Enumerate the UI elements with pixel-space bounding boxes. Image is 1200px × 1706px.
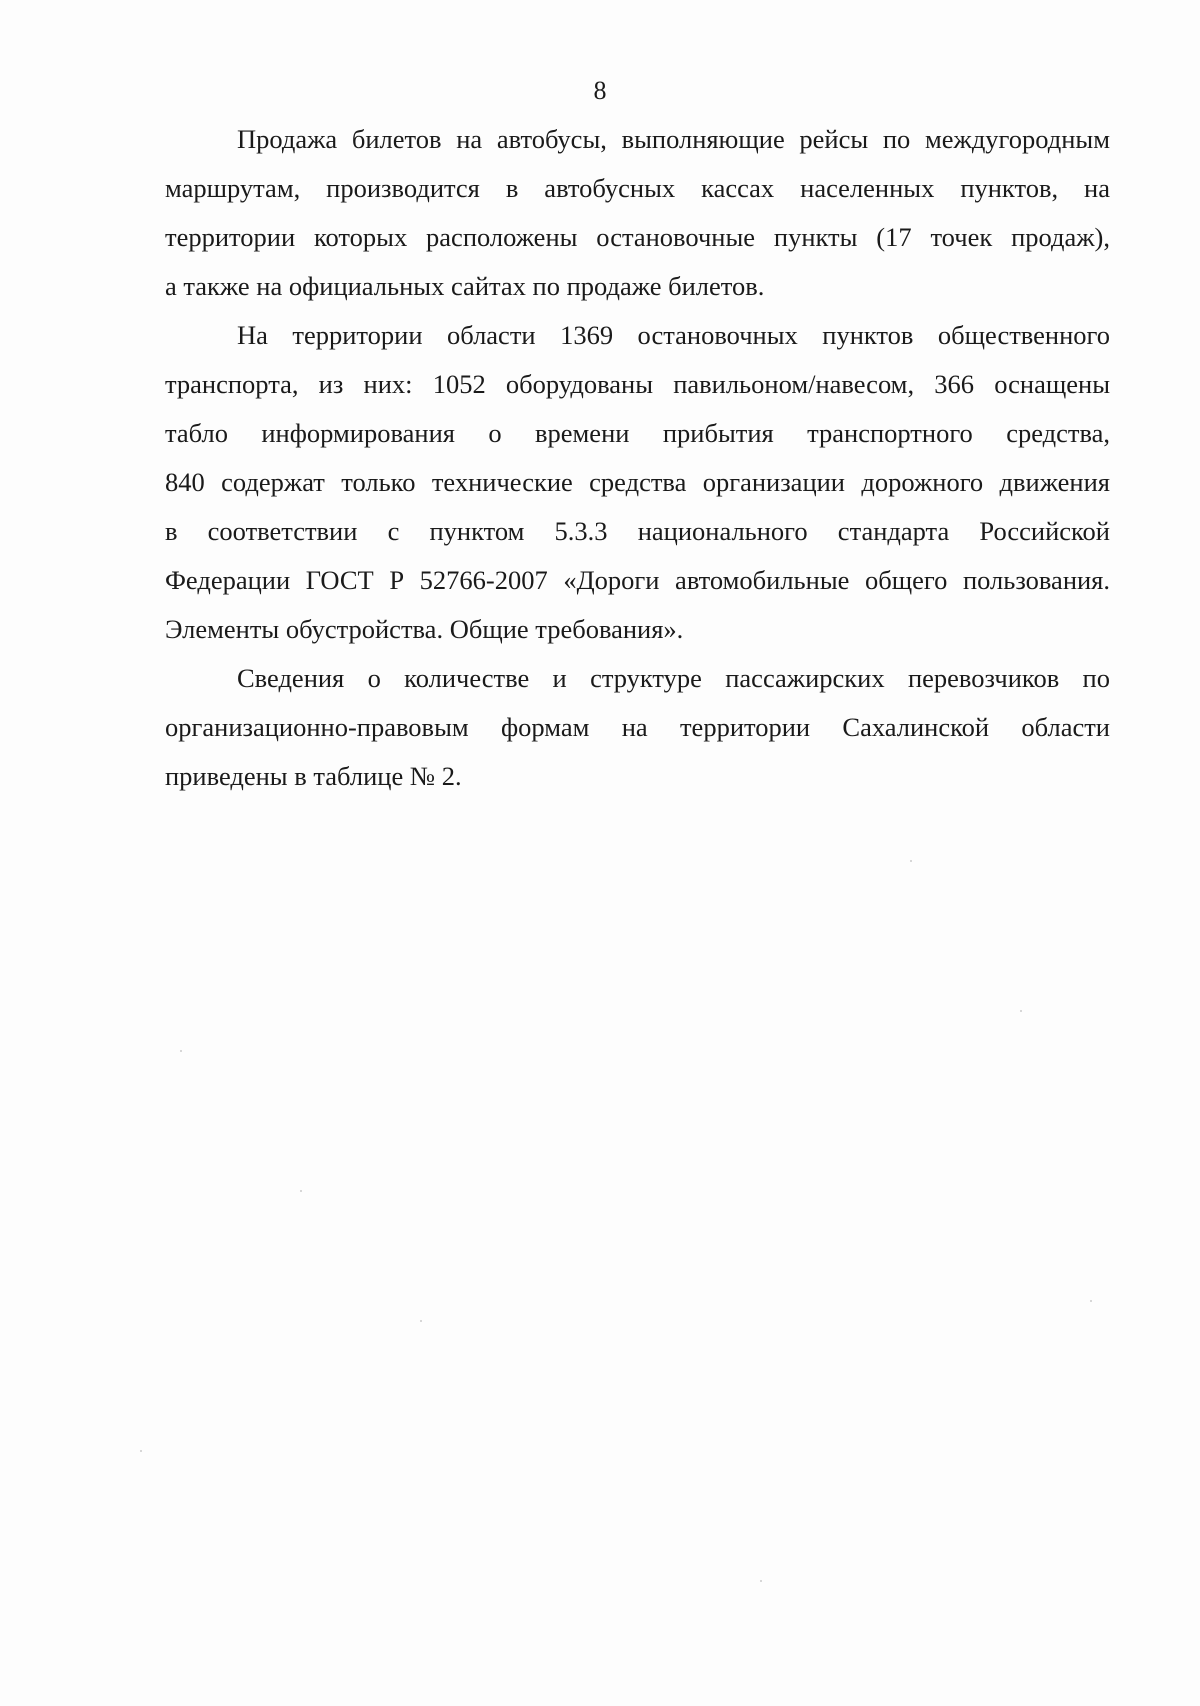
scan-speck bbox=[140, 1450, 142, 1452]
text-line: приведены в таблице № 2. bbox=[165, 761, 462, 791]
scan-speck bbox=[300, 1190, 302, 1192]
text-line: На территории области 1369 остановочных пунктов общественного bbox=[237, 320, 1110, 350]
text-line: табло информирования о времени прибытия транспортного средства, bbox=[165, 418, 1110, 448]
text-line: транспорта, из них: 1052 оборудованы павильоном/навесом, 366 оснащены bbox=[165, 369, 1110, 399]
text-line: Продажа билетов на автобусы, выполняющие рейсы по междугородным bbox=[237, 124, 1110, 154]
scan-speck bbox=[1090, 1300, 1092, 1302]
text-line: а также на официальных сайтах по продаже билетов. bbox=[165, 271, 765, 301]
scan-speck bbox=[1020, 1010, 1022, 1012]
scan-speck bbox=[420, 1320, 422, 1322]
text-line: 840 содержат только технические средства организации дорожного движения bbox=[165, 467, 1110, 497]
text-line: Сведения о количестве и структуре пассажирских перевозчиков по bbox=[237, 663, 1110, 693]
paragraph-carriers bbox=[165, 654, 1110, 801]
text-line: организационно-правовым формам на территории Сахалинской области bbox=[165, 712, 1110, 742]
scan-speck bbox=[910, 860, 912, 862]
text-line: территории которых расположены остановочные пункты (17 точек продаж), bbox=[165, 222, 1110, 252]
scan-speck bbox=[180, 1050, 182, 1052]
text-line: Элементы обустройства. Общие требования». bbox=[165, 614, 684, 644]
page-number: 8 bbox=[593, 76, 607, 105]
document-body bbox=[165, 115, 1110, 801]
text-line: в соответствии с пунктом 5.3.3 национального стандарта Российской bbox=[165, 516, 1110, 546]
text-line: Федерации ГОСТ Р 52766-2007 «Дороги автомобильные общего пользования. bbox=[165, 565, 1110, 595]
paragraph-ticket-sales bbox=[165, 115, 1110, 311]
scan-speck bbox=[760, 1580, 762, 1582]
text-line: маршрутам, производится в автобусных кассах населенных пунктов, на bbox=[165, 173, 1110, 203]
paragraph-stops bbox=[165, 311, 1110, 654]
